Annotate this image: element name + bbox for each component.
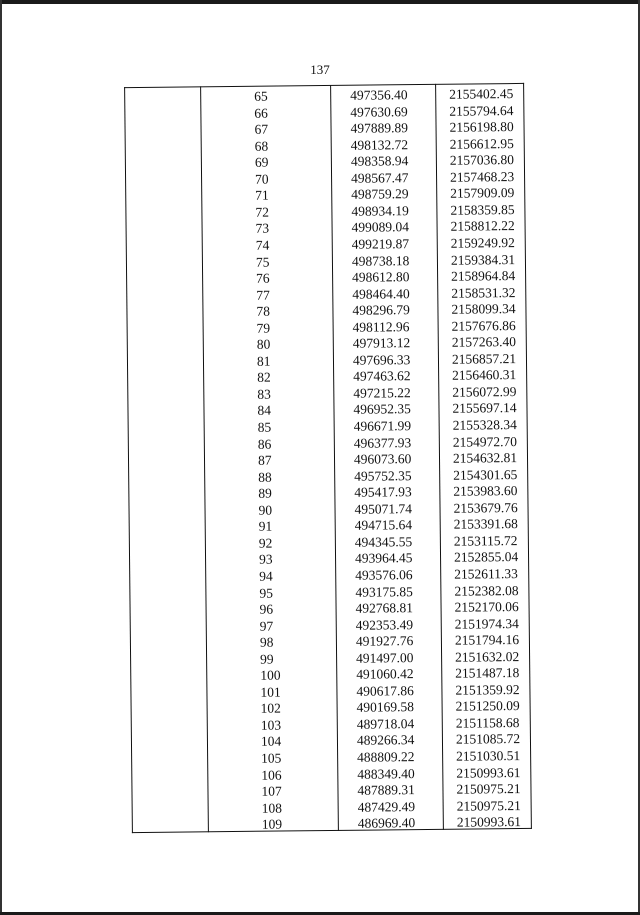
y-coordinate: 2156072.99 (452, 383, 517, 400)
point-number: 72 (255, 204, 269, 220)
x-coordinate: 498112.96 (352, 318, 410, 335)
point-number: 100 (260, 667, 281, 683)
point-number: 84 (257, 403, 272, 419)
y-coordinate: 2156198.80 (449, 119, 514, 135)
point-number: 68 (254, 138, 269, 154)
x-coordinate: 496671.99 (353, 418, 412, 434)
y-coordinate: 2154301.65 (453, 466, 518, 483)
point-number: 82 (257, 369, 271, 386)
x-coordinate: 498738.18 (351, 252, 410, 269)
x-coordinate: 493175.85 (355, 583, 413, 600)
y-coordinate: 2157909.09 (450, 185, 515, 202)
y-coordinate: 2157676.86 (451, 317, 516, 334)
y-coordinate: 2159249.92 (450, 234, 515, 251)
y-coordinate: 2150975.21 (456, 781, 521, 797)
point-number: 76 (256, 270, 270, 286)
y-coordinate: 2156857.21 (451, 350, 517, 367)
x-coordinate: 492768.81 (355, 600, 414, 616)
x-coordinate: 498567.47 (350, 169, 409, 186)
point-number: 67 (254, 121, 269, 137)
y-coordinate: 2155794.64 (449, 102, 514, 119)
y-coordinate: 2158359.85 (450, 201, 515, 218)
point-number: 74 (255, 237, 270, 253)
point-number: 87 (257, 452, 272, 468)
y-coordinate: 2157468.23 (449, 168, 515, 185)
point-number: 109 (261, 816, 283, 832)
point-number: 80 (256, 336, 271, 352)
point-number: 65 (254, 88, 268, 104)
point-number: 70 (254, 171, 269, 187)
x-coordinate: 496377.93 (353, 434, 412, 451)
point-number: 105 (261, 750, 282, 766)
y-coordinate: 2153391.68 (453, 516, 518, 532)
point-number: 96 (259, 601, 274, 617)
y-coordinate: 2153115.72 (453, 532, 518, 549)
x-coordinate: 495752.35 (354, 467, 412, 484)
y-coordinate: 2152611.33 (454, 565, 518, 582)
point-number: 102 (260, 700, 281, 717)
point-number: 77 (256, 287, 270, 303)
point-number: 98 (259, 634, 274, 650)
point-number: 78 (256, 303, 271, 319)
x-coordinate: 498296.79 (352, 302, 410, 318)
x-coordinate: 486969.40 (357, 815, 416, 831)
point-number: 71 (255, 187, 269, 204)
y-coordinate: 2151158.68 (455, 714, 520, 731)
x-coordinate: 494345.55 (354, 533, 413, 550)
x-coordinate: 497630.69 (350, 103, 408, 120)
y-coordinate: 2158964.84 (451, 268, 516, 284)
x-coordinate: 487429.49 (357, 798, 416, 815)
x-coordinate: 496952.35 (353, 401, 411, 418)
x-coordinate: 491927.76 (355, 633, 414, 649)
point-number: 88 (258, 469, 272, 485)
y-coordinate: 2151974.34 (454, 615, 519, 632)
x-coordinate: 497889.89 (350, 120, 408, 136)
y-coordinate: 2157263.40 (451, 334, 516, 350)
point-number: 93 (258, 551, 273, 568)
point-number: 69 (254, 154, 269, 170)
y-coordinate: 2158531.32 (451, 284, 516, 301)
y-coordinate: 2158099.34 (451, 301, 516, 317)
x-coordinate: 489718.04 (356, 716, 415, 732)
point-number: 92 (258, 535, 273, 551)
point-number: 81 (256, 353, 271, 369)
y-coordinate: 2151794.16 (454, 632, 520, 648)
y-coordinate: 2156612.95 (449, 135, 514, 152)
point-number: 104 (260, 733, 282, 750)
point-number: 73 (255, 220, 270, 237)
y-coordinate: 2151030.51 (456, 748, 521, 764)
x-coordinate: 491497.00 (356, 649, 414, 666)
x-coordinate: 487889.31 (357, 782, 415, 798)
point-number: 85 (257, 419, 272, 435)
x-coordinate: 496073.60 (353, 451, 412, 467)
scan-border-left (0, 0, 2, 915)
x-coordinate: 498464.40 (352, 285, 410, 302)
x-coordinate: 489266.34 (356, 732, 415, 749)
x-coordinate: 492353.49 (355, 616, 414, 633)
y-coordinate: 2151632.02 (455, 648, 520, 665)
y-coordinate: 2150975.21 (456, 797, 521, 814)
scan-border-top (0, 0, 640, 4)
x-coordinate: 499089.04 (351, 219, 410, 236)
y-coordinate: 2153983.60 (453, 483, 518, 499)
x-coordinate: 497463.62 (353, 368, 411, 385)
point-number: 75 (255, 254, 270, 270)
point-number: 66 (254, 105, 268, 121)
x-coordinate: 497215.22 (353, 385, 411, 401)
x-coordinate: 497913.12 (352, 335, 411, 351)
x-coordinate: 495417.93 (354, 484, 412, 500)
y-coordinate: 2159384.31 (450, 251, 516, 268)
x-coordinate: 499219.87 (351, 236, 410, 252)
point-number: 83 (257, 386, 271, 402)
x-coordinate: 488349.40 (357, 765, 415, 782)
point-number: 86 (257, 436, 272, 452)
point-number: 103 (260, 717, 282, 733)
y-coordinate: 2154972.70 (452, 433, 518, 450)
y-coordinate: 2152855.04 (453, 549, 519, 566)
y-coordinate: 2155697.14 (452, 400, 517, 417)
x-coordinate: 497696.33 (352, 351, 411, 368)
y-coordinate: 2155402.45 (449, 86, 514, 102)
point-number: 101 (260, 684, 281, 700)
point-number: 106 (261, 767, 282, 783)
x-coordinate: 498612.80 (352, 269, 410, 285)
x-coordinate: 498132.72 (350, 136, 409, 153)
y-coordinate: 2151250.09 (455, 698, 520, 715)
x-coordinate: 494715.64 (354, 517, 413, 534)
y-coordinate: 2155328.34 (452, 417, 517, 433)
y-coordinate: 2158812.22 (450, 218, 515, 235)
y-coordinate: 2151359.92 (455, 681, 520, 698)
y-coordinate: 2151487.18 (455, 665, 520, 681)
x-coordinate: 498934.19 (351, 202, 409, 219)
point-number: 99 (260, 651, 274, 667)
point-number: 97 (259, 618, 274, 634)
coordinates-table (124, 83, 532, 833)
point-number: 79 (256, 320, 271, 336)
point-number: 91 (258, 518, 273, 535)
y-coordinate: 2151085.72 (455, 731, 521, 748)
point-number: 90 (258, 502, 273, 518)
y-coordinate: 2152170.06 (454, 599, 519, 615)
y-coordinate: 2150993.61 (456, 814, 522, 830)
y-coordinate: 2154632.81 (452, 450, 518, 466)
page-number: 137 (310, 62, 330, 77)
point-number: 95 (259, 585, 273, 601)
point-number: 107 (261, 783, 282, 799)
y-coordinate: 2156460.31 (452, 367, 517, 384)
x-coordinate: 490169.58 (356, 699, 415, 716)
x-coordinate: 498358.94 (350, 153, 409, 169)
point-number: 94 (259, 568, 273, 584)
y-coordinate: 2153679.76 (453, 499, 518, 516)
point-number: 89 (258, 485, 272, 501)
y-coordinate: 2150993.61 (456, 764, 521, 781)
x-coordinate: 493576.06 (355, 567, 413, 583)
y-coordinate: 2157036.80 (449, 152, 515, 168)
x-coordinate: 497356.40 (350, 87, 408, 103)
y-coordinate: 2152382.08 (454, 582, 519, 599)
table-row (132, 814, 532, 835)
x-coordinate: 498759.29 (351, 186, 409, 203)
x-coordinate: 493964.45 (354, 550, 413, 567)
point-number: 108 (261, 800, 282, 816)
x-coordinate: 488809.22 (357, 749, 415, 765)
x-coordinate: 491060.42 (356, 666, 414, 682)
x-coordinate: 490617.86 (356, 682, 414, 699)
x-coordinate: 495071.74 (354, 500, 412, 517)
